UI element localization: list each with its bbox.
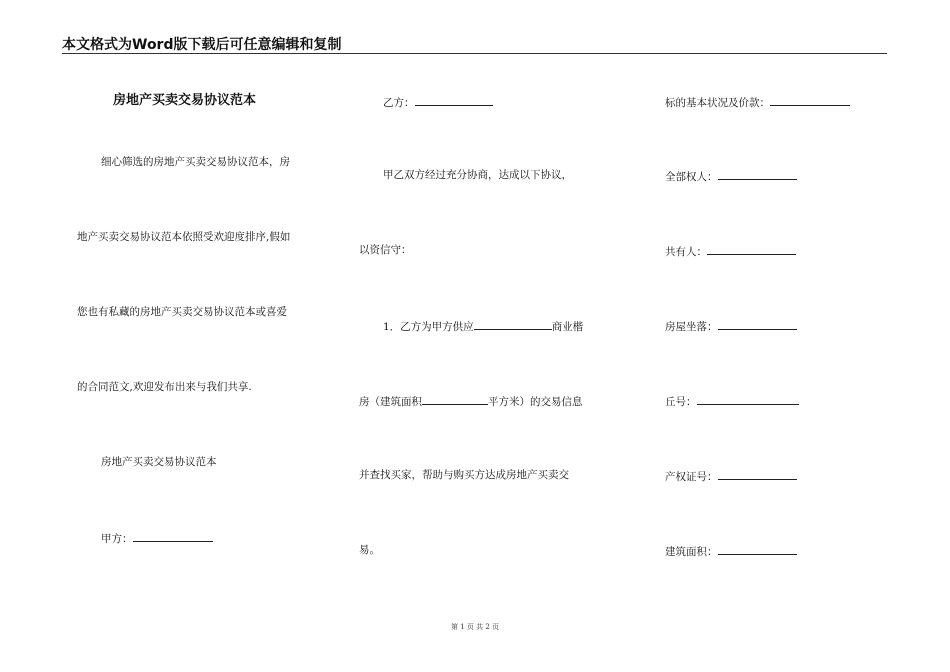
field-owner-blank xyxy=(718,168,797,180)
field-co-owner xyxy=(665,243,796,259)
agreement-line-2: 以资信守： xyxy=(359,244,412,256)
field-co-owner-label: 共有人： xyxy=(665,246,707,258)
field-owner-label: 全部权人： xyxy=(665,171,718,183)
party-a-blank xyxy=(133,530,213,542)
party-a-label: 甲方： xyxy=(101,533,133,545)
field-location-label: 房屋坐落： xyxy=(665,321,718,333)
field-floor-area xyxy=(665,543,797,559)
intro-line-2: 地产买卖交易协议范本依照受欢迎度排序,假如 xyxy=(77,231,291,243)
field-co-owner-blank xyxy=(707,243,796,255)
field-title-cert-blank xyxy=(718,468,797,480)
clause-1-line-3: 并查找买家，帮助与购买方达成房地产买卖交 xyxy=(359,469,569,481)
field-lot-number-label: 丘号： xyxy=(665,396,697,408)
party-b-label: 乙方： xyxy=(383,97,415,109)
clause-1-blank xyxy=(474,318,552,330)
field-floor-area-label: 建筑面积： xyxy=(665,546,718,558)
field-lot-number-blank xyxy=(697,393,799,405)
clause-1-text-b: 商业楷 xyxy=(551,321,584,333)
field-price-label: 标的基本状况及价款： xyxy=(665,97,770,109)
clause-1-text-a: 1．乙方为甲方供应 xyxy=(383,321,474,333)
party-b-blank xyxy=(415,94,493,106)
intro-line-1: 细心筛选的房地产买卖交易协议范本，房 xyxy=(101,156,290,168)
field-lot-number xyxy=(665,393,799,409)
intro-line-3: 您也有私藏的房地产买卖交易协议范本或喜爱 xyxy=(77,306,287,318)
field-location-blank xyxy=(718,318,797,330)
header-divider xyxy=(62,53,887,54)
field-title-cert xyxy=(665,468,797,484)
clause-1-area-text-a: 房（建筑面积 xyxy=(359,396,422,408)
header-text: 本文格式为Word版下载后可任意编辑和复制 xyxy=(62,37,342,53)
clause-1-area-text-b: 平方米）的交易信息 xyxy=(488,396,583,408)
party-b-field xyxy=(383,94,493,110)
clause-1-line-2 xyxy=(359,393,583,409)
field-owner xyxy=(665,168,797,184)
page-header xyxy=(62,34,887,52)
field-location xyxy=(665,318,797,334)
intro-line-4: 的合同范文,欢迎发布出来与我们共享. xyxy=(77,381,252,393)
document-title: 房地产买卖交易协议范本 xyxy=(113,93,257,108)
section-subtitle: 房地产买卖交易协议范本 xyxy=(101,456,217,468)
clause-1-line-4: 易。 xyxy=(359,544,380,556)
area-blank xyxy=(422,393,488,405)
field-price xyxy=(665,94,850,110)
field-title-cert-label: 产权证号： xyxy=(665,471,718,483)
field-price-blank xyxy=(770,94,850,106)
clause-1-line-1 xyxy=(383,318,583,334)
field-floor-area-blank xyxy=(718,543,797,555)
page-number: 第 1 页 共 2 页 xyxy=(450,623,500,631)
agreement-line-1: 甲乙双方经过充分协商，达成以下协议， xyxy=(383,169,572,181)
party-a-field xyxy=(101,530,213,546)
